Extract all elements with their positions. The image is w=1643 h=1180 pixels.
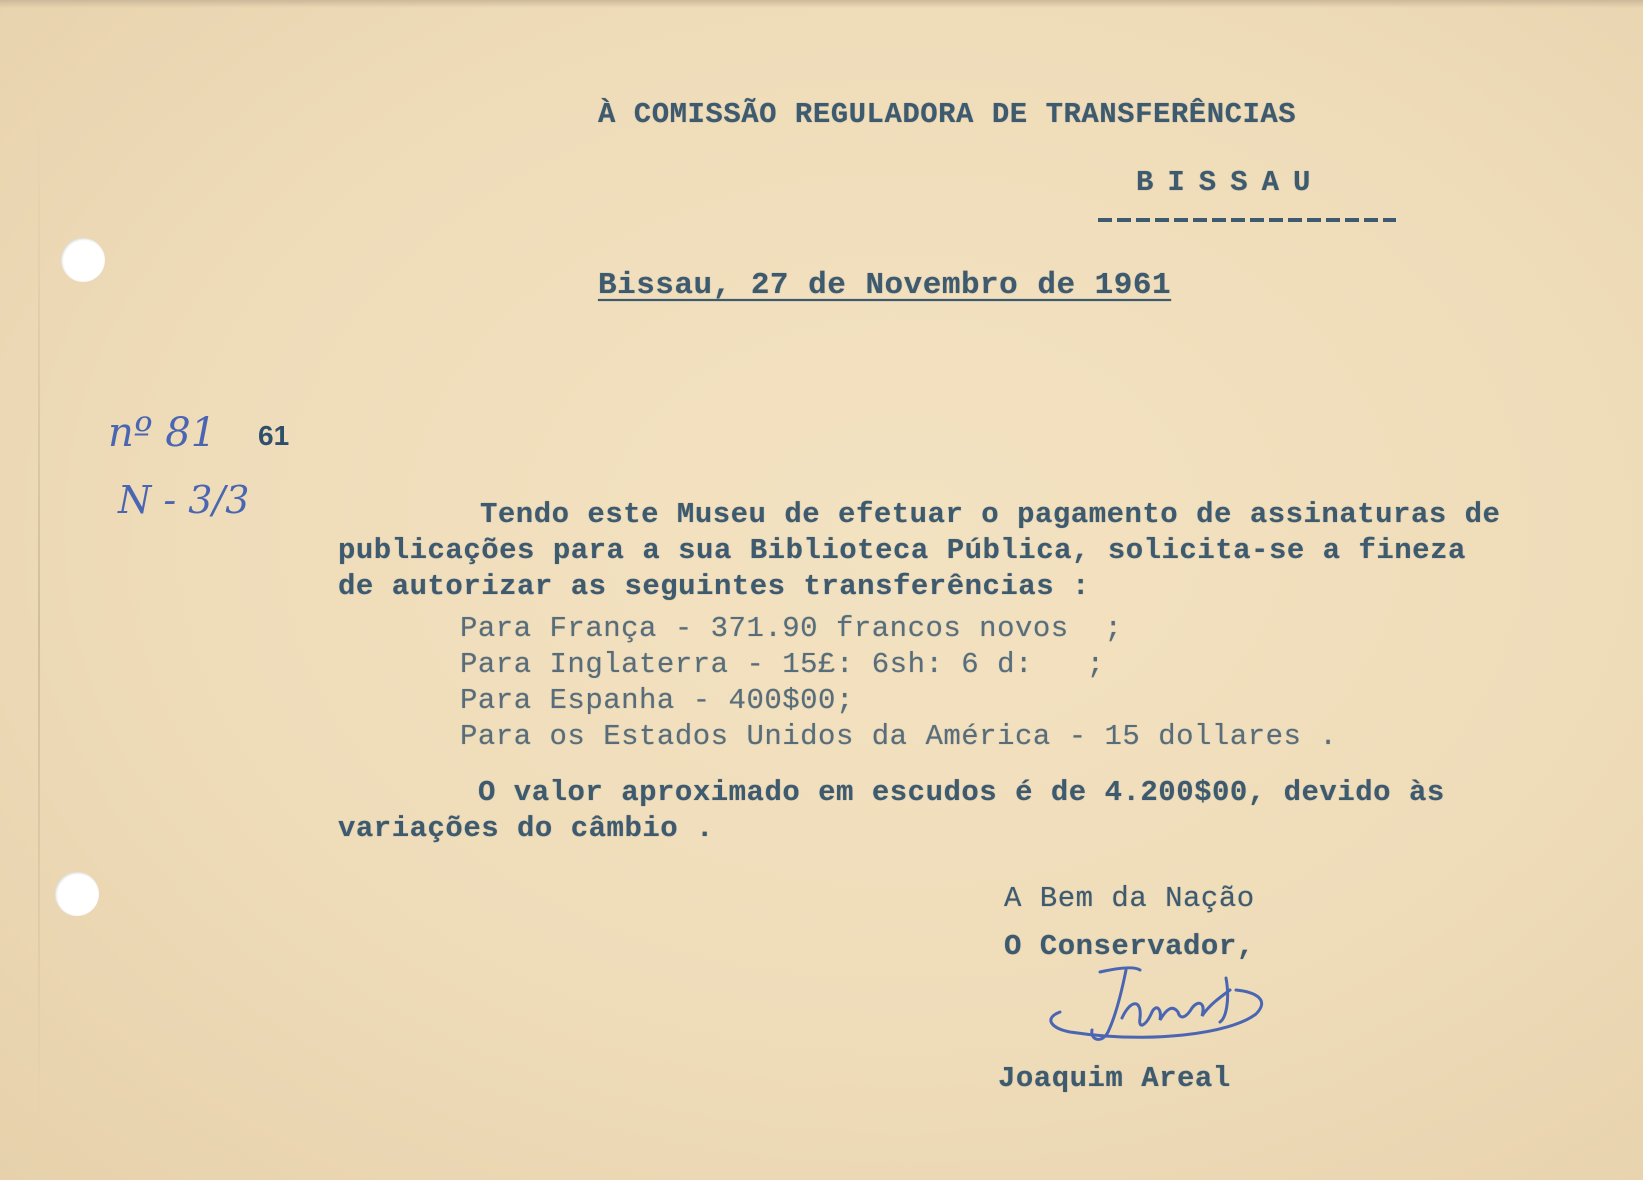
body-paragraph-2-line-1: O valor aproximado em escudos é de 4.200$00, devido às: [478, 776, 1445, 809]
transfer-item-spain: Para Espanha - 400$00;: [460, 684, 854, 717]
handwritten-signature: [1030, 960, 1330, 1070]
letter-date: Bissau, 27 de Novembro de 1961: [598, 268, 1172, 303]
closing-title: O Conservador,: [1004, 930, 1255, 963]
transfer-item-france: Para França - 371.90 francos novos ;: [460, 612, 1123, 645]
closing-salutation: A Bem da Nação: [1004, 882, 1255, 915]
paper-crease: [38, 120, 40, 1120]
signatory-name: Joaquim Areal: [998, 1062, 1231, 1095]
punch-hole-lower: [55, 872, 99, 916]
paper-top-edge: [0, 0, 1643, 8]
addressee-line: À COMISSÃO REGULADORA DE TRANSFERÊNCIAS: [598, 98, 1297, 131]
body-paragraph-2-line-2: variações do câmbio .: [338, 812, 714, 845]
handwritten-reference-number: nº 81: [108, 410, 217, 456]
addressee-city: BISSAU: [1136, 166, 1325, 199]
handwritten-file-code: N - 3/3: [118, 478, 250, 522]
transfer-item-usa: Para os Estados Unidos da América - 15 dollares .: [460, 720, 1338, 753]
transfer-item-england: Para Inglaterra - 15£: 6sh: 6 d: ;: [460, 648, 1105, 681]
punch-hole-upper: [61, 238, 105, 282]
body-paragraph-1-line-2: publicações para a sua Biblioteca Pública, solicita-se a fineza: [338, 534, 1466, 567]
city-underline: [1098, 218, 1396, 222]
body-paragraph-1-line-1: Tendo este Museu de efetuar o pagamento de assinaturas de: [480, 498, 1501, 531]
stamped-year-number: 61: [258, 420, 290, 451]
body-paragraph-1-line-3: de autorizar as seguintes transferências :: [338, 570, 1090, 603]
